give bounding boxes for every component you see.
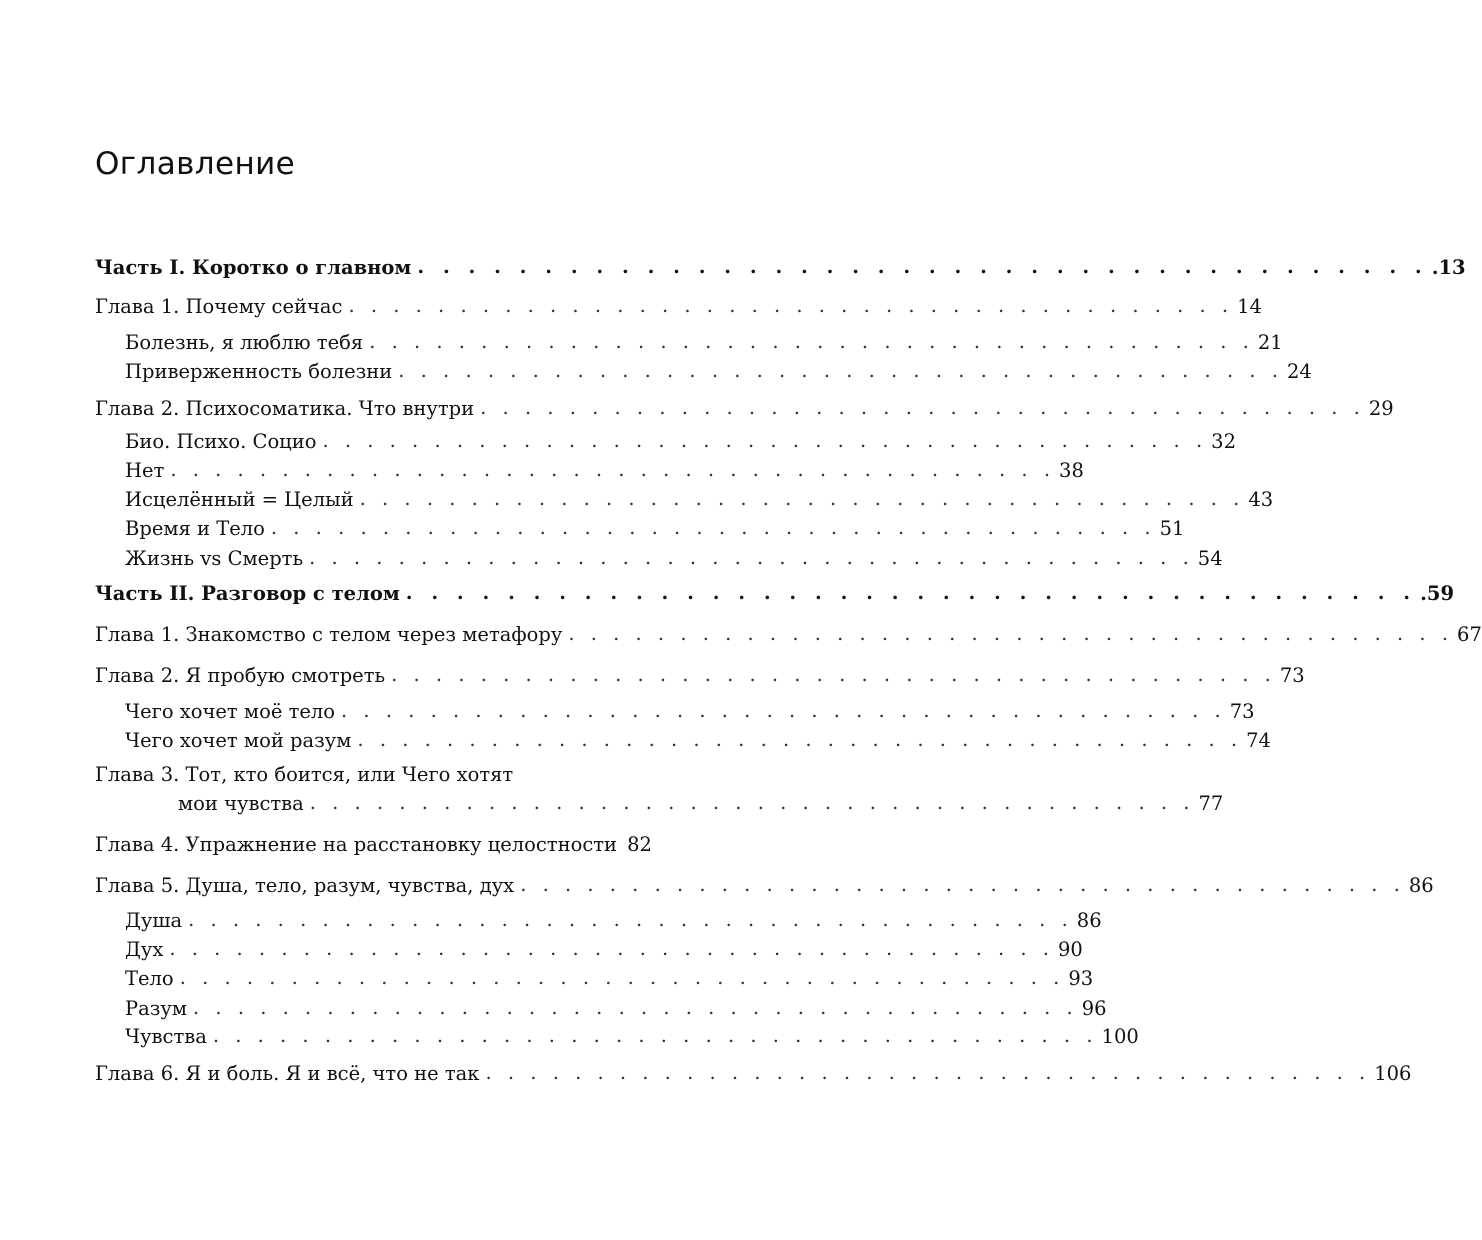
dot-leader: . . . . . . . . . . . . . . . . . . . . . . . . . . . . . . . . . . . . . . . . (480, 396, 1365, 419)
toc-entry-chapter[interactable] (95, 1060, 1412, 1088)
toc-entry-chapter[interactable] (95, 831, 652, 859)
toc-entry-part-1[interactable] (95, 254, 1466, 282)
toc-entry-label: Чего хочет моё тело (125, 700, 336, 723)
toc-entry-label: Тело (125, 967, 174, 990)
toc-entry-label: Время и Тело (125, 517, 265, 540)
dot-leader: . . . . . . . . . . . . . . . . . . . . . . . . . . . . . . . . . . . . . . . . (188, 908, 1073, 931)
toc-page-number: 32 (1211, 430, 1236, 453)
toc-entry-label: Часть II. Разговор с телом (95, 582, 400, 605)
toc-entry-section[interactable] (125, 727, 1271, 755)
dot-leader: . . . . . . . . . . . . . . . . . . . . . . . . . . . . . . . . . . . . . . . . (398, 359, 1283, 382)
toc-page-number: 90 (1058, 938, 1083, 961)
toc-page-number: 93 (1068, 967, 1094, 990)
toc-entry-chapter[interactable] (95, 293, 1262, 321)
toc-entry-part-2[interactable] (95, 580, 1455, 608)
dot-leader: . . . . . . . . . . . . . . . . . . . . . . . . . . . . . . . . . . . . . . . . (322, 429, 1208, 452)
toc-entry-section[interactable] (125, 965, 1094, 993)
toc-entry-chapter[interactable] (95, 662, 1305, 690)
toc-entry-section[interactable] (125, 358, 1312, 386)
dot-leader: . . . . . . . . . . . . . . . . . . . . . . . . . . . . . . . . . . . . . . . . (179, 966, 1065, 989)
toc-page-number: 86 (1408, 874, 1434, 897)
toc-entry-section[interactable] (125, 545, 1223, 573)
toc-page-number: 82 (627, 833, 652, 856)
dot-leader: . . . . . . . . . . . . . . . . . . . . . . . . . . . . . . . . . . . . . . . . (170, 458, 1056, 481)
toc-entry-label: Приверженность болезни (125, 360, 393, 383)
toc-entry-label: Чего хочет мой разум (125, 729, 352, 752)
dot-leader: . . . . . . . . . . . . . . . . . . . . . . . . . . . . . . . . . . . . . . . . (309, 791, 1195, 814)
toc-page-number: 14 (1237, 295, 1262, 318)
toc-page-number: 43 (1248, 488, 1274, 511)
toc-entry-label: Болезнь, я люблю тебя (125, 331, 364, 354)
toc-page-number: 74 (1246, 729, 1271, 752)
dot-leader: . . . . . . . . . . . . . . . . . . . . . . . . . . . . . . . . . . . . . . . . (270, 516, 1156, 539)
dot-leader: . . . . . . . . . . . . . . . . . . . . . . . . . . . . . . . . . . . . . . . . (341, 699, 1226, 722)
toc-page-number: 51 (1159, 517, 1185, 540)
dot-leader: . . . . . . . . . . . . . . . . . . . . . . . . . . . . . . . . . . . . . . . . (348, 294, 1234, 317)
toc-entry-label: Глава 2. Психосоматика. Что внутри (95, 397, 475, 420)
toc-page-number: 77 (1198, 792, 1224, 815)
dot-leader: . . . . . . . . . . . . . . . . . . . . . . . . . . . . . . . . . . . . . . . . (405, 581, 1417, 604)
toc-page-number: 100 (1101, 1025, 1139, 1048)
toc-entry-chapter[interactable] (95, 395, 1394, 423)
toc-entry-section[interactable] (125, 457, 1084, 485)
toc-page-number: 38 (1059, 459, 1084, 482)
toc-entry-label: Нет (125, 459, 165, 482)
toc-entry-section[interactable] (125, 995, 1107, 1023)
toc-page-number: 29 (1368, 397, 1394, 420)
toc-entry-chapter-3-line-2[interactable] (178, 790, 1224, 818)
toc-entry-label: Часть I. Коротко о главном (95, 256, 412, 279)
toc-entry-label: Глава 4. Упражнение на расстановку целостности (95, 833, 618, 856)
toc-entry-section[interactable] (125, 1023, 1139, 1051)
toc-entry-label: Глава 1. Почему сейчас (95, 295, 343, 318)
dot-leader: . . . . . . . . . . . . . . . . . . . . . . . . . . . . . . . . . . . . . . . . (357, 728, 1243, 751)
dot-leader: . . . . . . . . . . . . . . . . . . . . . . . . . . . . . . . . . . . . . . . . (309, 546, 1194, 569)
toc-page-number: 21 (1257, 331, 1283, 354)
toc-page-number: 96 (1081, 997, 1107, 1020)
toc-entry-label: Дух (125, 938, 164, 961)
dot-leader: . . . . . . . . . . . . . . . . . . . . . . . . . . . . . . . . . . . . . . . . (417, 255, 1428, 278)
toc-entry-label: Био. Психо. Социо (125, 430, 317, 453)
toc-entry-label: Глава 2. Я пробую смотреть (95, 664, 386, 687)
toc-entry-section[interactable] (125, 515, 1185, 543)
toc-entry-section[interactable] (125, 486, 1274, 514)
toc-page-number: 67 (1457, 623, 1482, 646)
dot-leader: . . . . . . . . . . . . . . . . . . . . . . . . . . . . . . . . . . . . . . . . (212, 1024, 1098, 1047)
toc-page-number: 73 (1279, 664, 1305, 687)
toc-entry-section[interactable] (125, 698, 1255, 726)
toc-entry-label: Глава 5. Душа, тело, разум, чувства, дух (95, 874, 515, 897)
toc-page-number: 54 (1197, 547, 1223, 570)
dot-leader: . . . . . . . . . . . . . . . . . . . . . . . . . . . . . . . . . . . . . . . . (169, 937, 1055, 960)
toc-entry-section[interactable] (125, 329, 1283, 357)
toc-entry-label: Глава 1. Знакомство с телом через метафору (95, 623, 563, 646)
toc-page-number: .13 (1431, 256, 1466, 279)
toc-entry-label: Исцелённый = Целый (125, 488, 354, 511)
toc-entry-label-continuation: мои чувства (178, 792, 304, 815)
toc-entry-label: Разум (125, 997, 188, 1020)
toc-page-number: 24 (1286, 360, 1312, 383)
toc-page-number: .59 (1420, 582, 1455, 605)
toc-entry-chapter[interactable] (95, 621, 1482, 649)
toc-entry-section[interactable] (125, 907, 1102, 935)
toc-page-number: 86 (1076, 909, 1102, 932)
dot-leader: . . . . . . . . . . . . . . . . . . . . . . . . . . . . . . . . . . . . . . . . (193, 996, 1078, 1019)
toc-entry-section[interactable] (125, 428, 1236, 456)
dot-leader: . . . . . . . . . . . . . . . . . . . . . . . . . . . . . . . . . . . . . . . . (568, 622, 1454, 645)
toc-page-number: 106 (1374, 1062, 1412, 1085)
toc-entry-label: Глава 6. Я и боль. Я и всё, что не так (95, 1062, 480, 1085)
dot-leader: . . . . . . . . . . . . . . . . . . . . . . . . . . . . . . . . . . . . . . . . (520, 873, 1405, 896)
page-title: Оглавление (95, 146, 296, 182)
toc-page-number: 73 (1229, 700, 1255, 723)
dot-leader: . . . . . . . . . . . . . . . . . . . . . . . . . . . . . . . . . . . . . . . . (369, 330, 1254, 353)
toc-entry-chapter[interactable] (95, 872, 1434, 900)
dot-leader: . . . . . . . . . . . . . . . . . . . . . . . . . . . . . . . . . . . . . . . . (359, 487, 1245, 510)
dot-leader: . . . . . . . . . . . . . . . . . . . . . . . . . . . . . . . . . . . . . . . . (391, 663, 1276, 686)
toc-entry-label: Чувства (125, 1025, 207, 1048)
dot-leader: . . . . . . . . . . . . . . . . . . . . . . . . . . . . . . . . . . . . . . . . (485, 1061, 1371, 1084)
toc-entry-chapter-3-line-1[interactable]: Глава 3. Тот, кто боится, или Чего хотят (95, 763, 514, 786)
toc-entry-label: Жизнь vs Смерть (125, 547, 304, 570)
toc-entry-section[interactable] (125, 936, 1083, 964)
toc-entry-label: Душа (125, 909, 183, 932)
